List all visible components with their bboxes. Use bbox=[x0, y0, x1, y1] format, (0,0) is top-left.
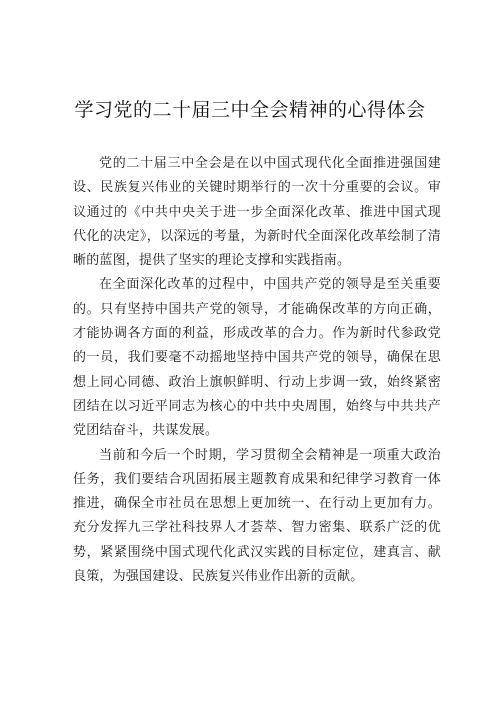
paragraph-3: 当前和今后一个时期，学习贯彻全会精神是一项重大政治任务，我们要结合巩固拓展主题教育成果和纪律学习教育一体推进，确保全市社员在思想上更加统一、在行动上更加有力。充分发挥九三学社科技界人才荟萃、智力密集、联系广泛的优势，紧紧围绕中国式现代化武汉实践的目标定位，建真言、献良策，为强国建设、民族复兴伟业作出新的贡献。 bbox=[73, 447, 441, 585]
document-body bbox=[73, 152, 441, 589]
paragraph-2: 在全面深化改革的过程中，中国共产党的领导是至关重要的。只有坚持中国共产党的领导，才能确保改革的方向正确，才能协调各方面的利益，形成改革的合力。作为新时代参政党的一员，我们要毫不动摇地坚持中国共产党的领导，确保在思想上同心同德、政治上旗帜鲜明、行动上步调一致，始终紧密团结在以习近平同志为核心的中共中央周围，始终与中共共产党团结奋斗，共谋发展。 bbox=[73, 277, 441, 439]
document-title: 学习党的二十届三中全会精神的心得体会 bbox=[74, 99, 426, 121]
paragraph-1: 党的二十届三中全会是在以中国式现代化全面推进强国建设、民族复兴伟业的关键时期举行的一次十分重要的会议。审议通过的《中共中央关于进一步全面深化改革、推进中国式现代化的决定》，以深远的考量，为新时代全面深化改革绘制了清晰的蓝图，提供了坚实的理论支撑和实践指南。 bbox=[73, 156, 441, 269]
